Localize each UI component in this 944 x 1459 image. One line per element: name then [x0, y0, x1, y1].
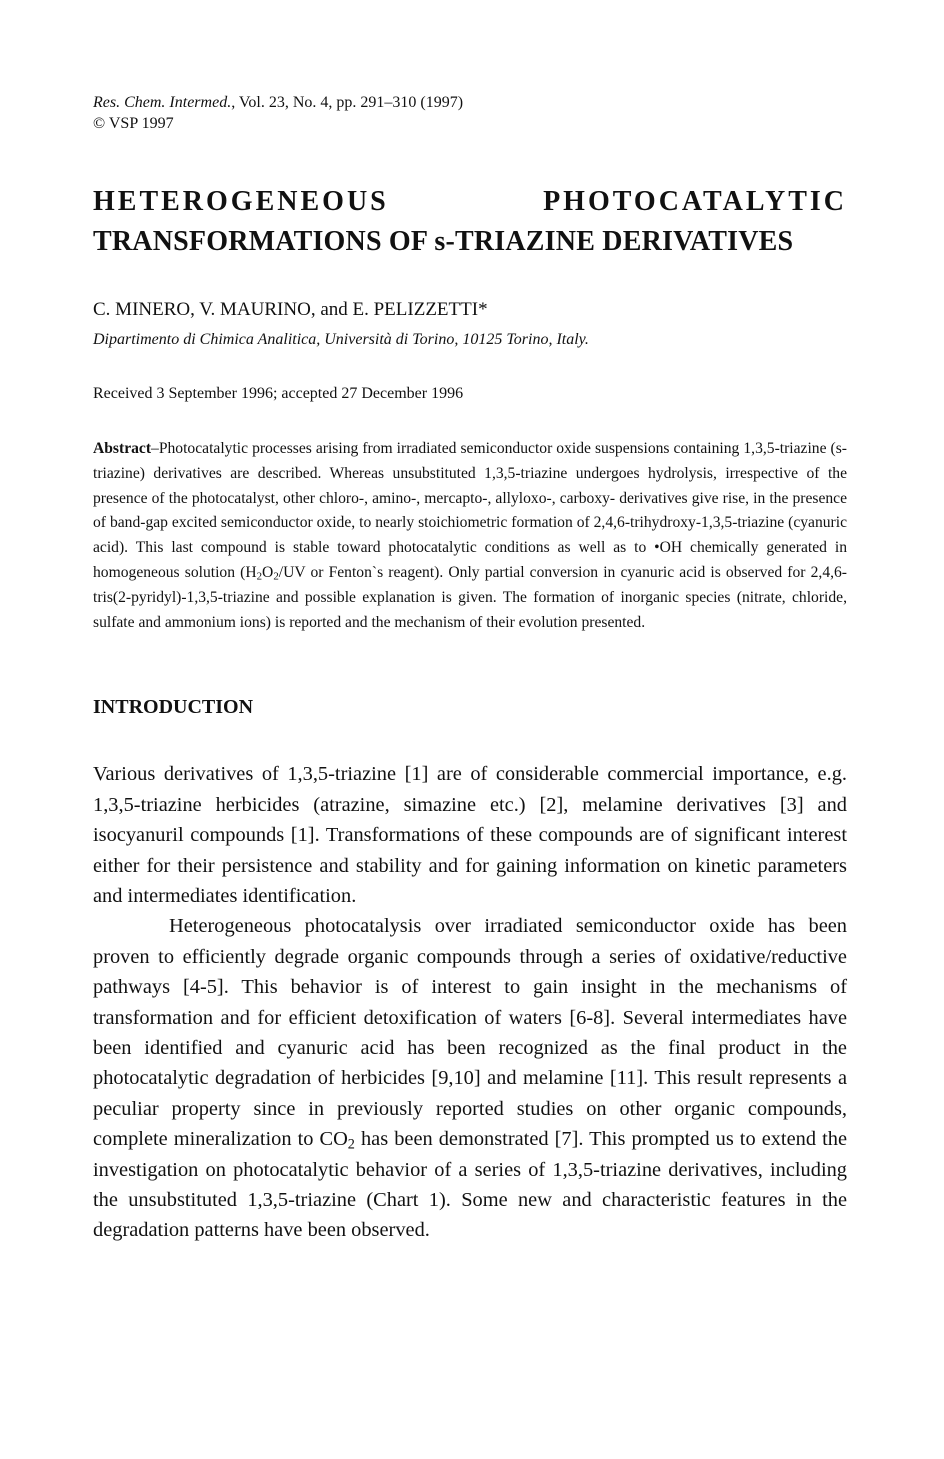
- abstract-text-1: –Photocatalytic processes arising from irradiated semiconductor oxide suspensions containing 1,3,5-triazine (s-triazine) derivatives are described. Whereas unsubstituted 1,3,5-triazine undergoes hydrolysis, irrespective of the presence of the photocatalyst, other chloro-, amino-, mercapto-, allyloxo-, carboxy- derivatives give rise, in the presence of band-gap excited semiconductor oxide, to nearly stoichiometric formation of 2,4,6-trihydroxy-1,3,5-triazine (cyanuric acid). This last compound is stable toward photocatalytic conditions as well as to •OH chemically generated in homogeneous solution (H: [93, 440, 847, 581]
- journal-header: [93, 92, 847, 134]
- abstract-sub-1: 2: [256, 570, 263, 583]
- intro-p2-sub: 2: [347, 1136, 355, 1153]
- title-word-1: HETEROGENEOUS: [93, 186, 389, 217]
- abstract-sub-2: 2: [273, 570, 279, 583]
- intro-p2-text-1: Heterogeneous photocatalysis over irradiated semiconductor oxide has been proven to efficiently degrade organic compounds through a series of oxidative/reductive pathways [4-5]. This behavior is of interest to gain insight in the mechanisms of transformation and for efficient detoxification of waters [6-8]. Several intermediates have been identified and cyanuric acid has been recognized as the final product in the photocatalytic degradation of herbicides [9,10] and melamine [11]. This result represents a peculiar property since in previously reported studies on other organic compounds, complete mineralization to CO: [93, 915, 847, 1151]
- affiliation: Dipartimento di Chimica Analitica, Università di Torino, 10125 Torino, Italy.: [93, 331, 589, 348]
- abstract-text-mid: O: [262, 563, 274, 581]
- abstract-text-2: /UV or Fenton`s reagent). Only partial conversion in cyanuric acid is observed for 2,4,6-tris(2-pyridyl)-1,3,5-triazine and possible explanation is given. The formation of inorganic species (nitrate, chloride, sulfate and ammonium ions) is reported and the mechanism of their evolution presented.: [93, 563, 847, 631]
- copyright-line: © VSP 1997: [93, 115, 174, 132]
- section-heading-introduction: INTRODUCTION: [93, 696, 254, 719]
- journal-name: Res. Chem. Intermed.: [93, 94, 232, 111]
- author-list: C. MINERO, V. MAURINO, and E. PELIZZETTI*: [93, 299, 488, 320]
- title-line-2: TRANSFORMATIONS OF s-TRIAZINE DERIVATIVES: [93, 226, 794, 257]
- abstract-label: Abstract: [93, 440, 152, 457]
- title-word-2: PHOTOCATALYTIC: [543, 186, 847, 217]
- journal-details: , Vol. 23, No. 4, pp. 291–310 (1997): [231, 94, 464, 111]
- citation-line: [93, 92, 847, 113]
- title-line-1: [93, 182, 847, 222]
- paper-page: [93, 92, 847, 1246]
- paper-title: [93, 182, 847, 262]
- intro-paragraph-2: [93, 911, 847, 1245]
- received-dates: Received 3 September 1996; accepted 27 December 1996: [93, 385, 464, 402]
- intro-p2-text-2: has been demonstrated [7]. This prompted us to extend the investigation on photocatalytic behavior of a series of 1,3,5-triazine derivatives, including the unsubstituted 1,3,5-triazine (Chart 1). Some new and characteristic features in the degradation patterns have been observed.: [93, 1128, 847, 1242]
- intro-paragraph-1: Various derivatives of 1,3,5-triazine [1] are of considerable commercial importance, e.g. 1,3,5-triazine herbicides (atrazine, simazine etc.) [2], melamine derivatives [3] and isocyanuril compounds [1]. Transformations of these compounds are of significant interest either for their persistence and stability and for gaining information on kinetic parameters and intermediates identification.: [93, 763, 847, 907]
- abstract: [93, 437, 847, 635]
